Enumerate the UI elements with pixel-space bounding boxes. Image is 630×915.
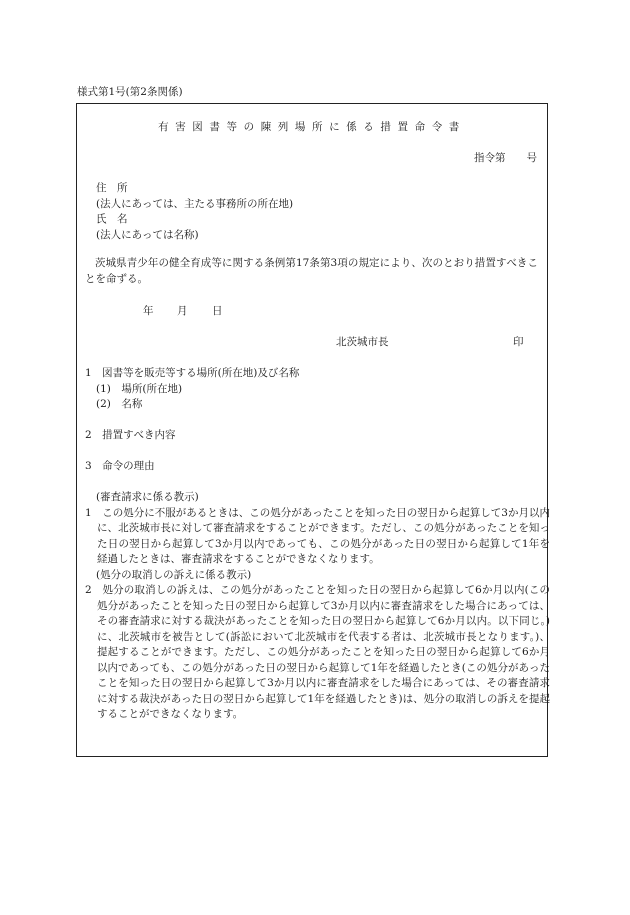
seal-mark: 印 [513, 336, 524, 348]
order-number: 指令第 号 [474, 152, 537, 164]
address-note: (法人にあっては、主たる事務所の所在地) [96, 197, 294, 210]
item-3: 3 命令の理由 [85, 460, 155, 472]
date-day: 日 [212, 305, 223, 317]
address-label: 住 所 [96, 182, 128, 194]
name-note: (法人にあっては名称) [96, 228, 199, 241]
body-text: 茨城県青少年の健全育成等に関する条例第17条第3項の規定により、次のとおり措置すべきことを命ずる。 [85, 257, 538, 285]
date-month: 月 [177, 305, 188, 317]
name-label: 氏 名 [96, 213, 128, 225]
lawsuit-text: 2 処分の取消しの訴えは、この処分があったことを知った日の翌日から起算して6か月以内(この処分があったことを知った日の翌日から起算して3か月以内に審査請求をした場合にあっては、その審査請求に対する裁決があったことを知った日の翌日から起算して6か月以内。以下同じ。)に、北茨城市を被告として(訴訟において北茨城市を代表する者は、北茨城市長となります。)、提起することができます。ただし、この処分があったことを知った日の翌日から起算して6か月以内であっても、この処分があった日の翌日から起算して1年を経過したとき(この処分があったことを知った日の翌日から起算して3か月以内に審査請求をした場合にあっては、その審査請求に対する裁決があった日の翌日から起算して1年を経過したとき)は、処分の取消しの訴えを提起することができなくなります。 [85, 584, 550, 720]
lawsuit-heading: (処分の取消しの訴えに係る教示) [96, 568, 252, 581]
form-label: 様式第1号(第2条関係) [77, 86, 183, 98]
item-2: 2 措置すべき内容 [85, 429, 176, 441]
date-year: 年 [143, 305, 154, 317]
document-frame [76, 103, 548, 757]
item-1-sub-2: (2) 名称 [96, 398, 143, 410]
document-title: 有害図書等の陳列場所に係る措置命令書 [158, 121, 466, 133]
item-1-sub-1: (1) 場所(所在地) [96, 382, 183, 395]
review-heading: (審査請求に係る教示) [96, 491, 199, 503]
issuer: 北茨城市長 [336, 336, 389, 348]
item-1: 1 図書等を販売等する場所(所在地)及び名称 [85, 367, 300, 379]
review-text: 1 この処分に不服があるときは、この処分があったことを知った日の翌日から起算して3か月以内に、北茨城市長に対して審査請求をすることができます。ただし、この処分があったことを知った日の翌日から起算して3か月以内であっても、この処分があった日の翌日から起算して1年を経過したときは、審査請求をすることができなくなります。 [85, 506, 550, 565]
